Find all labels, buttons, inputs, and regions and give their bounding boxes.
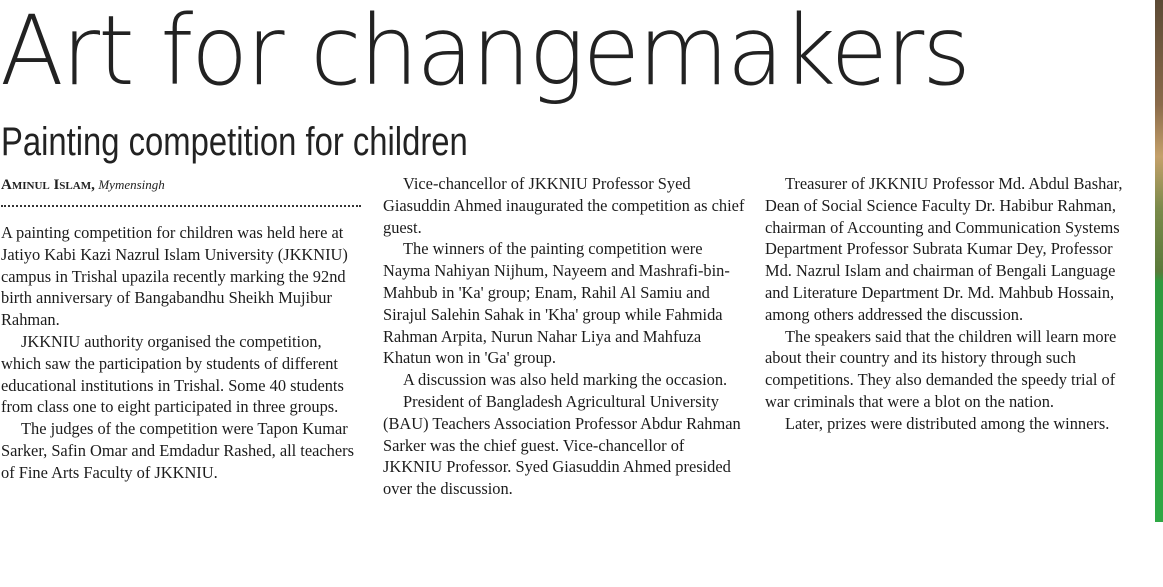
headline: Art for changemakers (0, 0, 969, 107)
byline-place: Mymensingh (98, 177, 165, 192)
article-column-1 (1, 222, 361, 484)
paragraph: A painting competition for children was held here at Jatiyo Kabi Kazi Nazrul Islam University (JKKNIU) campus in Trishal upazila recently marking the 92nd birth anniversary of Bangabandhu Sheikh Mujibur Rahman. (1, 223, 348, 330)
paragraph: The winners of the painting competition were Nayma Nahiyan Nijhum, Nayeem and Mashrafi-bin-Mahbub in 'Ka' group; Enam, Rahil Al Samiu and Sirajul Salehin Sahak in 'Kha' group while Fahmida Rahman Arpita, Nurun Nahar Liya and Mahfuza Khatun won in 'Ga' group. (383, 239, 730, 368)
paragraph: A discussion was also held marking the occasion. (403, 370, 728, 390)
adjacent-photo-edge (1155, 0, 1163, 522)
subheadline: Painting competition for children (1, 120, 468, 164)
byline-author: Aminul Islam, (1, 177, 95, 193)
paragraph: The speakers said that the children will learn more about their country and its history through such competitions. They also demanded the speedy trial of war criminals that were a blot on the nation. (765, 326, 1117, 411)
paragraph: Treasurer of JKKNIU Professor Md. Abdul Bashar, Dean of Social Science Faculty Dr. Habibur Rahman, chairman of Accounting and Communication Systems Department Professor Subrata Kumar Dey, Professor Md. Nazrul Islam and chairman of Bengali Language and Literature Department Dr. Md. Mahbub Hossain, among others addressed the discussion. (765, 174, 1123, 324)
paragraph: JKKNIU authority organised the competition, which saw the participation by students of different educational institutions in Trishal. Some 40 students from class one to eight participated in three groups. (1, 331, 344, 417)
paragraph: The judges of the competition were Tapon Kumar Sarker, Safin Omar and Emdadur Rashed, all teachers of Fine Arts Faculty of JKKNIU. (1, 419, 354, 482)
article-column-3 (765, 173, 1127, 435)
paragraph: Later, prizes were distributed among the winners. (785, 413, 1110, 433)
byline-divider (1, 205, 361, 207)
paragraph: President of Bangladesh Agricultural University (BAU) Teachers Association Professor Abdur Rahman Sarker was the chief guest. Vice-chancellor of JKKNIU Professor. Syed Giasuddin Ahmed presided over the discussion. (383, 391, 741, 499)
paragraph: Vice-chancellor of JKKNIU Professor Syed Giasuddin Ahmed inaugurated the competition as chief guest. (383, 174, 745, 237)
article-column-2 (383, 173, 745, 500)
byline (1, 175, 361, 196)
